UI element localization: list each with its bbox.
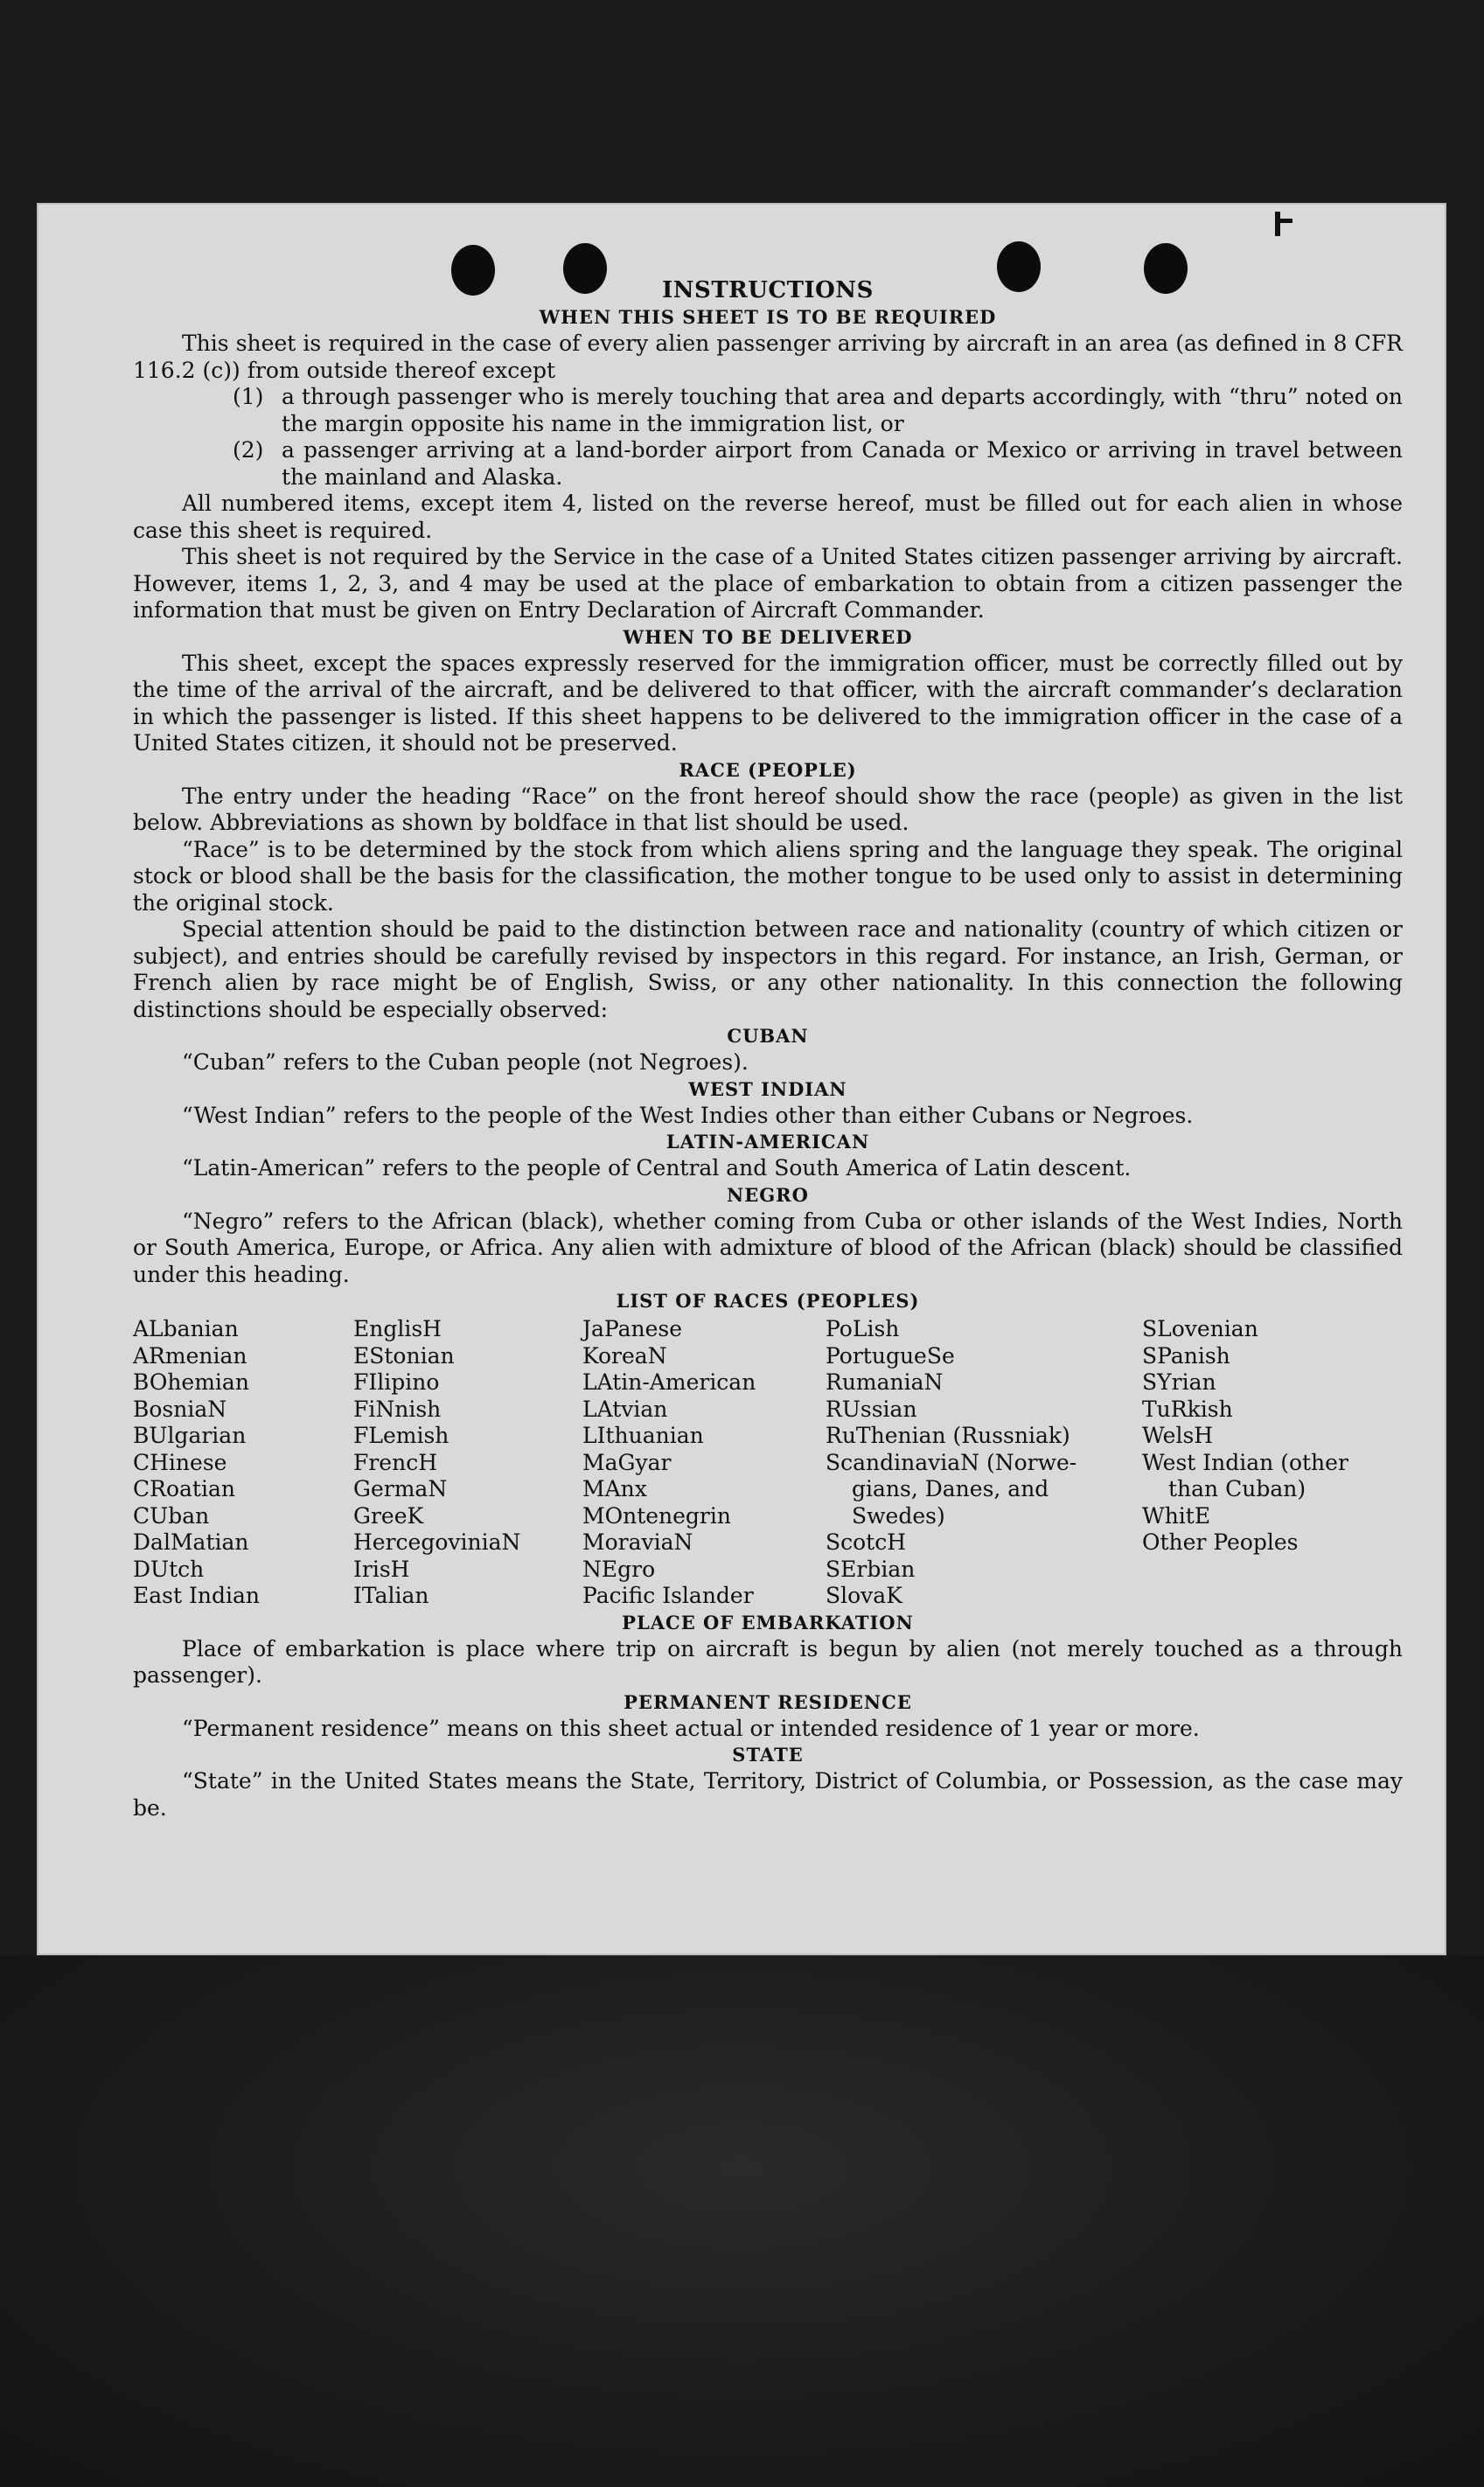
races-column [133, 1316, 353, 1610]
paragraph: Place of embarkation is place where trip on aircraft is begun by alien (not merely touched as a through passenger). [133, 1635, 1403, 1688]
item-number: (2) [233, 437, 264, 463]
race-entry: ALbanian [133, 1316, 239, 1341]
paragraph: Special attention should be paid to the distinction between race and nationality (country of which citizen or subject), and entries should be carefully revised by inspectors in this regard. For instance, an Irish, German, or French alien by race might be of English, Swiss, or any other nationality. In this connection the following distinctions should be especially observed: [133, 916, 1403, 1022]
heading-race: RACE (PEOPLE) [679, 758, 857, 781]
instruction-sheet [37, 203, 1446, 1955]
heading-when-required: WHEN THIS SHEET IS TO BE REQUIRED [539, 306, 997, 328]
race-entry: LAtin-American [582, 1369, 756, 1395]
race-entry: ScotcH [826, 1529, 907, 1555]
race-entry: MaGyar [582, 1449, 672, 1475]
race-entry: SPanish [1142, 1342, 1230, 1369]
race-entry-continued: gians, Danes, and [852, 1476, 1049, 1501]
race-entry: FrencH [353, 1449, 437, 1475]
paragraph: “Race” is to be determined by the stock from which aliens spring and the language they speak. The original stock or blood shall be the basis for the classification, the mother tongue to be used only to assist in determining the original stock. [133, 836, 1403, 916]
race-entry-continued: Swedes) [852, 1502, 945, 1529]
race-entry: SYrian [1142, 1369, 1216, 1395]
heading-list-of-races: LIST OF RACES (PEOPLES) [616, 1290, 920, 1312]
race-entry: BUlgarian [133, 1423, 247, 1448]
races-column [582, 1316, 826, 1610]
race-entry: JaPanese [582, 1316, 683, 1341]
paragraph: The entry under the heading “Race” on the front hereof should show the race (people) as given in the list below. Abbreviations as shown by boldface in that list should be used. [133, 783, 1403, 835]
race-entry: DUtch [133, 1556, 205, 1582]
race-entry: SlovaK [826, 1583, 902, 1608]
race-entry: SLovenian [1142, 1316, 1258, 1341]
list-item [233, 437, 1403, 491]
paragraph: All numbered items, except item 4, listed on the reverse hereof, must be filled out for each alien in whose case this sheet is required. [133, 491, 1403, 543]
race-entry: CHinese [133, 1449, 227, 1475]
race-entry: BosniaN [133, 1396, 227, 1422]
race-entry: GermaN [353, 1476, 448, 1501]
race-entry: EStonian [353, 1342, 455, 1369]
race-entry: EnglisH [353, 1316, 442, 1341]
races-column [826, 1316, 1142, 1610]
item-text: a passenger arriving at a land-border airport from Canada or Mexico or arriving in travel between the mainland and Alaska. [282, 437, 1403, 490]
heading-permanent-residence: PERMANENT RESIDENCE [624, 1690, 912, 1713]
heading-negro: NEGRO [727, 1183, 809, 1206]
race-entry: NEgro [582, 1556, 656, 1582]
paragraph: “Permanent residence” means on this sheet actual or intended residence of 1 year or more. [182, 1715, 1200, 1741]
race-entry: RumaniaN [826, 1369, 944, 1395]
page-title: INSTRUCTIONS [662, 277, 874, 303]
race-entry: IrisH [353, 1556, 410, 1582]
race-entry: West Indian (other [1142, 1449, 1348, 1475]
paragraph: “West Indian” refers to the people of the West Indies other than either Cubans or Negroes. [182, 1102, 1194, 1128]
races-list [133, 1316, 1403, 1610]
race-entry: ARmenian [133, 1342, 247, 1369]
corner-mark [1278, 219, 1292, 223]
race-entry: SErbian [826, 1556, 916, 1582]
race-entry: TuRkish [1142, 1396, 1233, 1422]
race-entry: RUssian [826, 1396, 917, 1422]
race-entry: FiNnish [353, 1396, 442, 1422]
paragraph: This sheet, except the spaces expressly reserved for the immigration officer, must be correctly filled out by the time of the arrival of the aircraft, and be delivered to that officer, with the aircraft commander’s declaration in which the passenger is listed. If this sheet happens to be delivered to the immigration officer in the case of a United States citizen, it should not be preserved. [133, 650, 1403, 756]
list-item [233, 384, 1403, 437]
race-entry: East Indian [133, 1583, 260, 1608]
race-entry: GreeK [353, 1502, 424, 1529]
race-entry: CRoatian [133, 1476, 235, 1501]
race-entry: Pacific Islander [582, 1583, 754, 1608]
heading-cuban: CUBAN [727, 1025, 809, 1047]
race-entry-continued: than Cuban) [1168, 1476, 1306, 1501]
race-entry: WelsH [1142, 1423, 1214, 1448]
heading-place-of-embarkation: PLACE OF EMBARKATION [622, 1611, 914, 1634]
race-entry: CUban [133, 1502, 210, 1529]
scanner-background [0, 1955, 1484, 2487]
race-entry: BOhemian [133, 1369, 249, 1395]
race-entry: RuThenian (Russniak) [826, 1423, 1070, 1448]
race-entry: LAtvian [582, 1396, 668, 1422]
heading-when-delivered: WHEN TO BE DELIVERED [623, 625, 913, 648]
paragraph: “Negro” refers to the African (black), whether coming from Cuba or other islands of the West Indies, North or South America, Europe, or Africa. Any alien with admixture of blood of the African (black) should be classified under this heading. [133, 1208, 1403, 1287]
item-number: (1) [233, 384, 264, 409]
paragraph: “Cuban” refers to the Cuban people (not Negroes). [182, 1049, 749, 1075]
heading-state: STATE [732, 1744, 804, 1766]
race-entry: PortugueSe [826, 1342, 955, 1369]
paragraph: “State” in the United States means the State, Territory, District of Columbia, or Possession, as the case may be. [133, 1768, 1403, 1821]
race-entry: PoLish [826, 1316, 900, 1341]
paragraph: This sheet is not required by the Service in the case of a United States citizen passenger arriving by aircraft. However, items 1, 2, 3, and 4 may be used at the place of embarkation to obtain from a citizen passenger the information that must be given on Entry Declaration of Aircraft Commander. [133, 544, 1403, 623]
race-entry: HercegoviniaN [353, 1529, 521, 1555]
item-text: a through passenger who is merely touching that area and departs accordingly, with “thru” noted on the margin opposite his name in the immigration list, or [282, 384, 1403, 436]
paragraph: “Latin-American” refers to the people of Central and South America of Latin descent. [182, 1155, 1132, 1181]
race-entry: LIthuanian [582, 1423, 704, 1448]
heading-west-indian: WEST INDIAN [688, 1077, 847, 1100]
race-entry: Other Peoples [1142, 1529, 1299, 1555]
race-entry: FLemish [353, 1423, 449, 1448]
race-entry: ITalian [353, 1583, 429, 1608]
race-entry: DalMatian [133, 1529, 249, 1555]
race-entry: KoreaN [582, 1342, 667, 1369]
race-entry: FIlipino [353, 1369, 440, 1395]
races-column [353, 1316, 582, 1610]
heading-latin-american: LATIN-AMERICAN [665, 1131, 870, 1153]
race-entry: MOntenegrin [582, 1502, 731, 1529]
instructions-content [133, 276, 1403, 1822]
race-entry: ScandinaviaN (Norwe- [826, 1449, 1077, 1475]
paragraph: This sheet is required in the case of every alien passenger arriving by aircraft in an area (as defined in 8 CFR 116.2 (c)) from outside thereof except [133, 331, 1403, 383]
race-entry: MAnx [582, 1476, 647, 1501]
race-entry: WhitE [1142, 1502, 1211, 1529]
corner-mark [1275, 212, 1280, 236]
races-column [1142, 1316, 1403, 1610]
race-entry: MoraviaN [582, 1529, 693, 1555]
